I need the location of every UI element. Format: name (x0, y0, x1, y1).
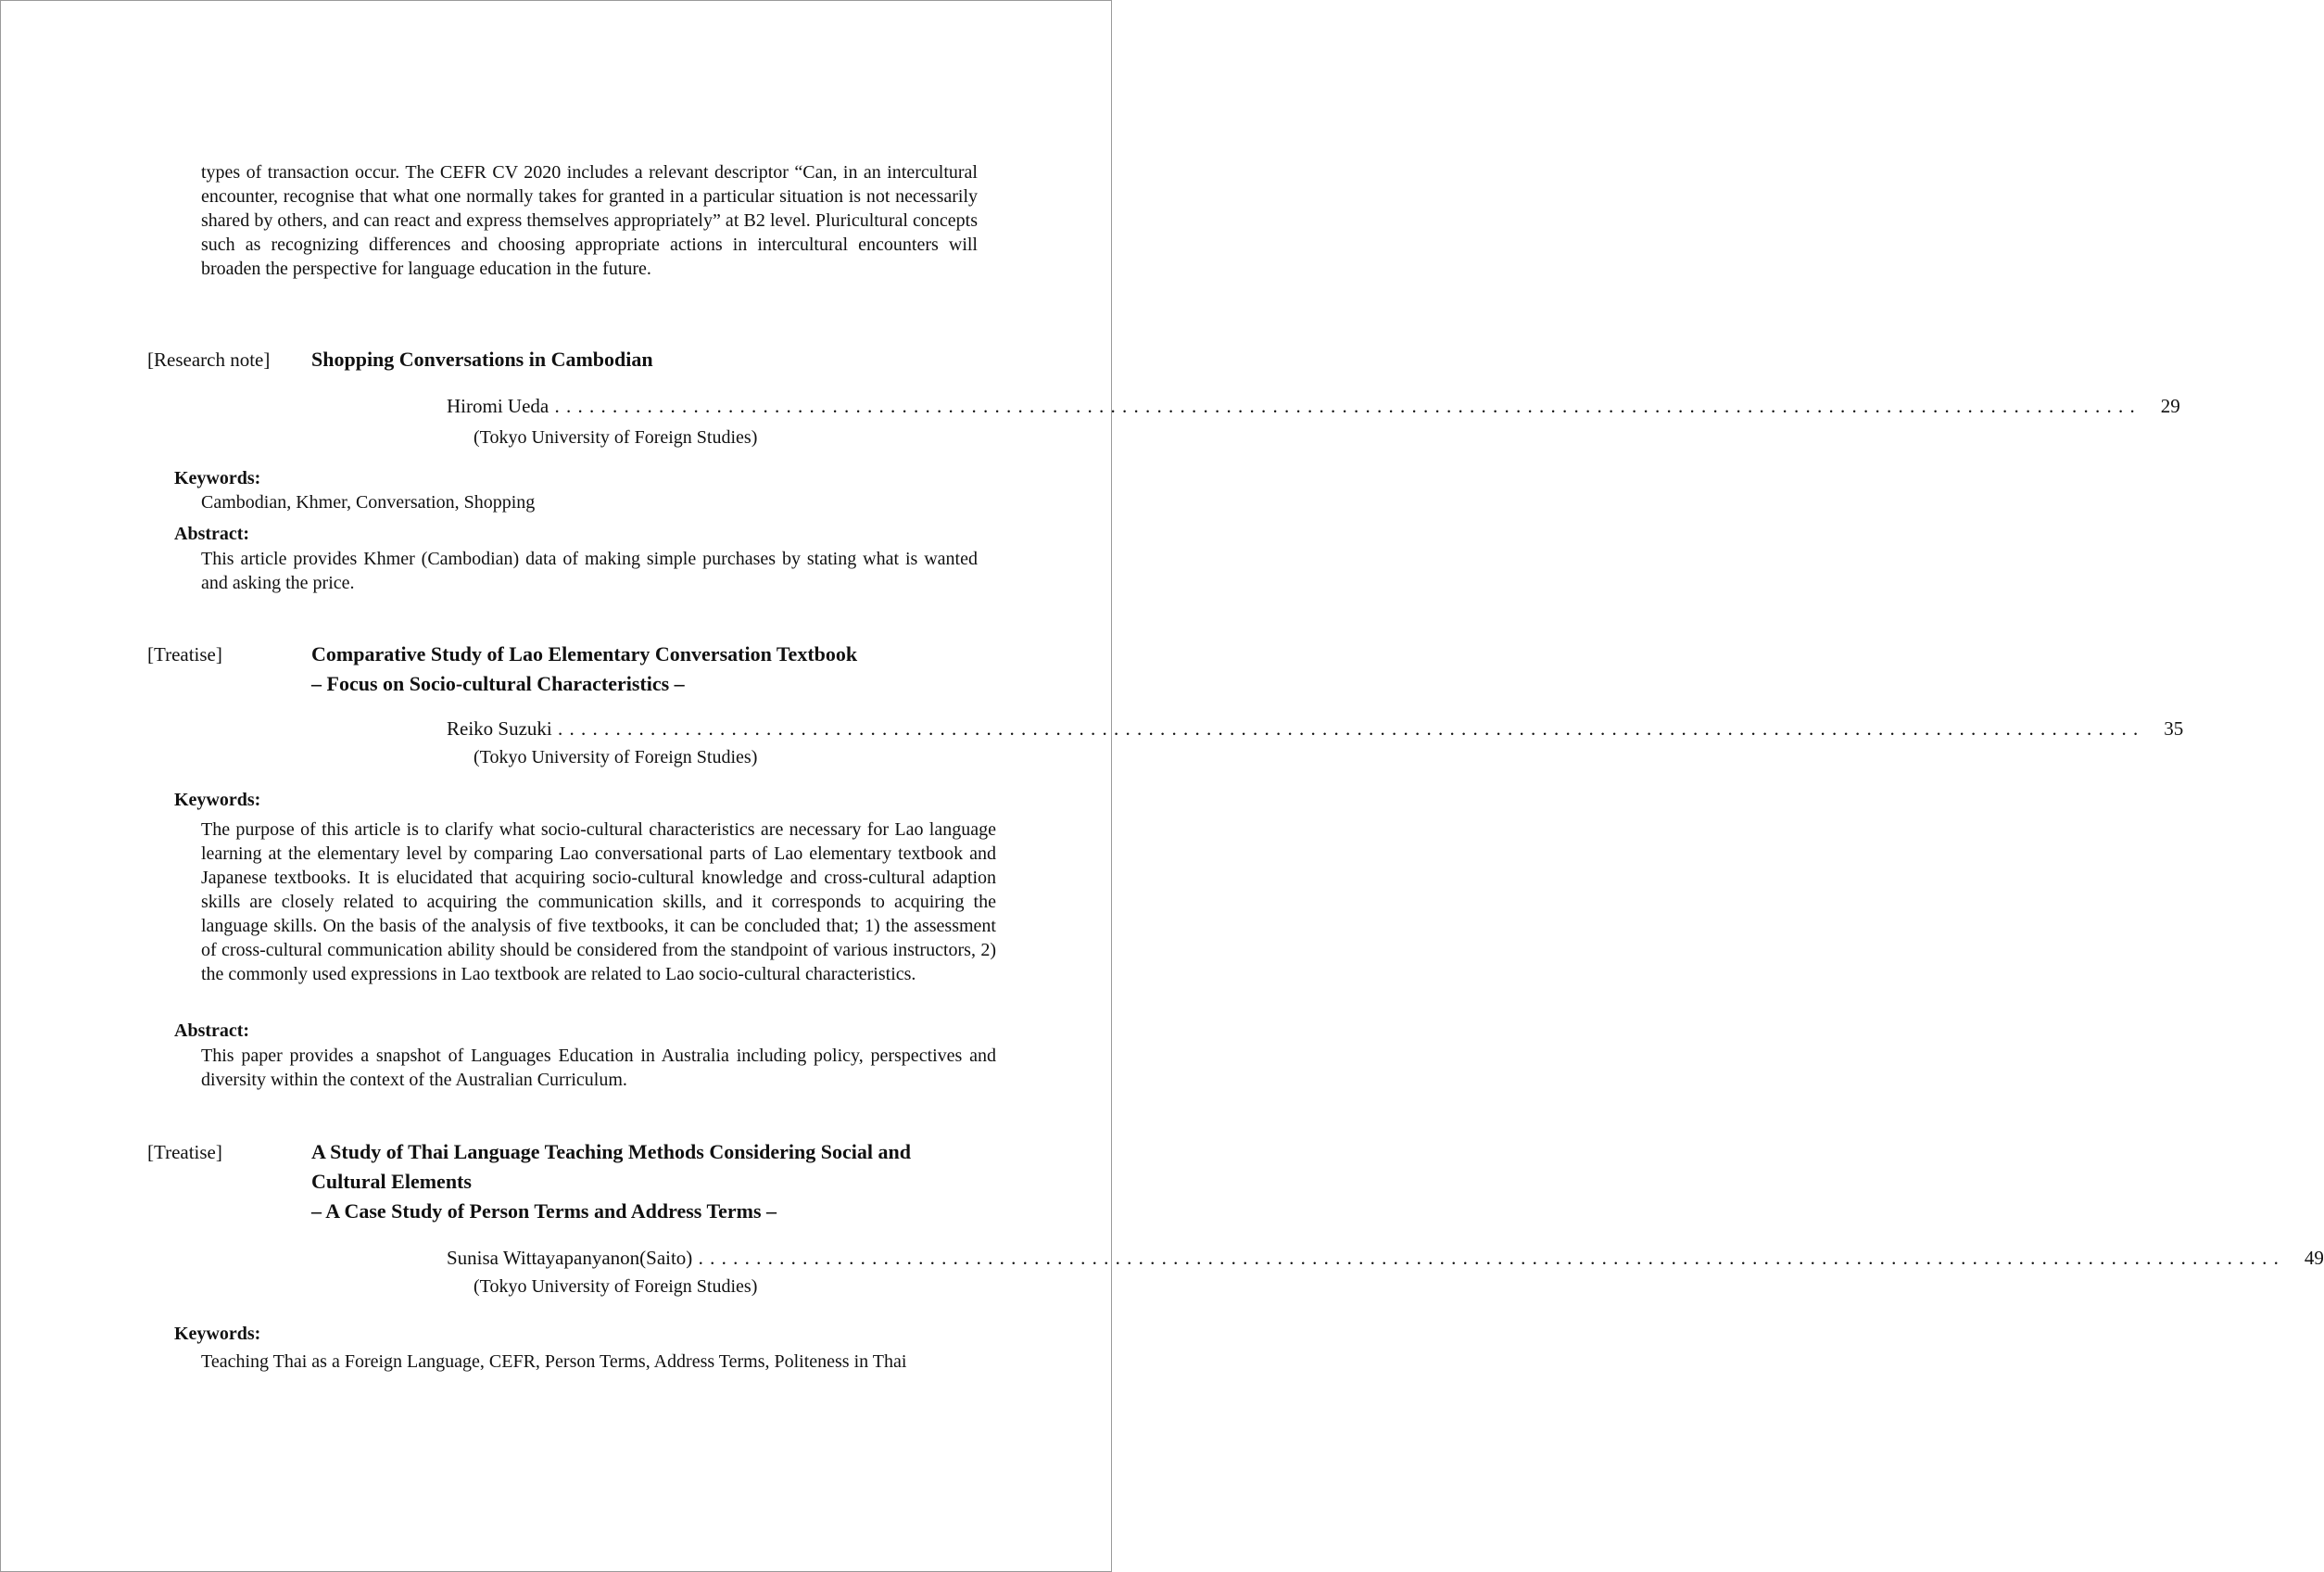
leader-dots: . . . . . . . . . . . . . . . . . . . . . . . . . . . . . . . . . . . . . . . . . . . . . . . . . . . . . . . . . . . . . . . . . . . . . . . . . . . . . . . . . . . . . . . . . . . . . . . . . . . . . . . . . . . . . . . . . . . . . . . . . . . . . . . . . . . . . . . . . (551, 717, 2140, 740)
entry-title-line: Shopping Conversations in Cambodian (311, 348, 653, 371)
abstract-text: This paper provides a snapshot of Languages Education in Australia including policy, perspectives and diversity within the context of the Australian Curriculum. (201, 1046, 996, 1090)
entry-title (311, 345, 653, 374)
entry-author-line (447, 1244, 2324, 1272)
entry-author-line (447, 715, 2184, 742)
entry-affiliation: (Tokyo University of Foreign Studies) (474, 747, 758, 767)
entry-page-number: 49 (2304, 1247, 2324, 1269)
intro-paragraph: types of transaction occur. The CEFR CV 2020 includes a relevant descriptor “Can, in an intercultural encounter, recognise that what one normally takes for granted in a particular situation is not necessarily shared by others, and can react and express themselves appropriately” at B2 level. Pluricultural concepts such as recognizing differences and choosing appropriate actions in intercultural encounters will broaden the perspective for language education in the future. (201, 162, 978, 279)
entry-title (311, 1137, 911, 1226)
keywords-text: The purpose of this article is to clarify what socio-cultural characteristics are necessary for Lao language learning at the elementary level by comparing Lao conversational parts of Lao elementary textbook and Japanese textbooks. It is elucidated that acquiring socio-cultural knowledge and cross-cultural adaption skills are closely related to acquiring the communication skills, and it corresponds to acquiring the language skills. On the basis of the analysis of five textbooks, it can be concluded that; 1) the assessment of cross-cultural communication ability should be considered from the standpoint of various instructors, 2) the commonly used expressions in Lao textbook are related to Lao socio-cultural characteristics. (201, 819, 996, 984)
entry-title-line: Comparative Study of Lao Elementary Conversation Textbook (311, 642, 858, 666)
entry-title-line: A Study of Thai Language Teaching Methods Considering Social and (311, 1140, 911, 1163)
leader-dots: . . . . . . . . . . . . . . . . . . . . . . . . . . . . . . . . . . . . . . . . . . . . . . . . . . . . . . . . . . . . . . . . . . . . . . . . . . . . . . . . . . . . . . . . . . . . . . . . . . . . . . . . . . . . . . . . . . . . . . . . . . . . . . . . . . . . . . . . . (692, 1247, 2280, 1269)
entry-title (311, 640, 857, 699)
leader-dots: . . . . . . . . . . . . . . . . . . . . . . . . . . . . . . . . . . . . . . . . . . . . . . . . . . . . . . . . . . . . . . . . . . . . . . . . . . . . . . . . . . . . . . . . . . . . . . . . . . . . . . . . . . . . . . . . . . . . . . . . . . . . . . . . . . . . . . . . . (549, 395, 2136, 417)
keywords-text: Cambodian, Khmer, Conversation, Shopping (201, 492, 536, 513)
entry-category: [Treatise] (147, 1141, 222, 1163)
entry-category: [Treatise] (147, 643, 222, 666)
entry-affiliation: (Tokyo University of Foreign Studies) (474, 427, 758, 448)
abstract-label: Abstract: (174, 1021, 250, 1041)
entry-subtitle-line: – Focus on Socio-cultural Characteristics – (311, 672, 685, 695)
keywords-label: Keywords: (174, 468, 261, 488)
keywords-text: Teaching Thai as a Foreign Language, CEFR, Person Terms, Address Terms, Politeness in Thai (201, 1351, 907, 1372)
keywords-label: Keywords: (174, 790, 261, 810)
abstract-label: Abstract: (174, 524, 250, 544)
abstract-text: This article provides Khmer (Cambodian) data of making simple purchases by stating what is wanted and asking the price. (201, 549, 978, 593)
entry-category: [Research note] (147, 349, 271, 371)
entry-author-line (447, 392, 2180, 420)
entry-author: Hiromi Ueda (447, 395, 549, 417)
entry-page-number: 35 (2164, 717, 2184, 740)
entry-affiliation: (Tokyo University of Foreign Studies) (474, 1276, 758, 1297)
entry-subtitle-line: – A Case Study of Person Terms and Address Terms – (311, 1199, 777, 1223)
entry-page-number: 29 (2160, 395, 2180, 417)
entry-title-line: Cultural Elements (311, 1170, 472, 1193)
entry-author: Sunisa Wittayapanyanon(Saito) (447, 1247, 693, 1269)
entry-author: Reiko Suzuki (447, 717, 552, 740)
keywords-label: Keywords: (174, 1324, 261, 1344)
